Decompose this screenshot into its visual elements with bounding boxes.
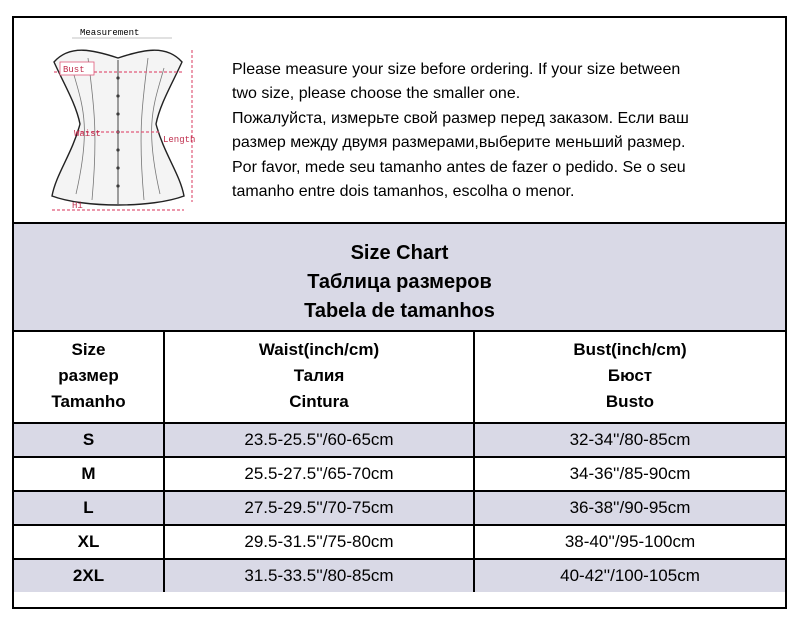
title-en: Size Chart	[350, 242, 449, 264]
title-ru: Таблица размеров	[307, 271, 492, 293]
ordering-instructions	[232, 58, 772, 204]
table-row	[14, 491, 785, 525]
bust-label: Bust	[63, 65, 85, 75]
size-table	[14, 330, 785, 592]
table-row	[14, 525, 785, 559]
instruction-line: Please measure your size before ordering. If your size between	[232, 61, 681, 78]
waist-cell: 25.5-27.5''/65-70cm	[164, 457, 474, 491]
header-waist: Waist(inch/cm) Талия Cintura	[164, 330, 474, 423]
size-chart-title	[14, 224, 785, 332]
bust-cell: 38-40''/95-100cm	[474, 525, 785, 559]
size-cell: 2XL	[14, 559, 164, 592]
table-row	[14, 457, 785, 491]
header-size: Size размер Tamanho	[14, 330, 164, 423]
bust-cell: 40-42''/100-105cm	[474, 559, 785, 592]
bust-cell: 32-34''/80-85cm	[474, 423, 785, 457]
size-chart-frame	[12, 16, 787, 609]
instruction-line: two size, please choose the smaller one.	[232, 85, 521, 103]
size-cell: M	[14, 457, 164, 491]
illustration-heading: Measurement	[80, 28, 140, 38]
waist-cell: 23.5-25.5''/60-65cm	[164, 423, 474, 457]
instruction-line: Por favor, mede seu tamanho antes de fazer o pedido. Se o seu	[232, 158, 686, 176]
top-section	[14, 18, 785, 224]
table-row	[14, 423, 785, 457]
size-cell: XL	[14, 525, 164, 559]
size-cell: S	[14, 423, 164, 457]
instruction-line: Пожалуйста, измерьте свой размер перед заказом. Если ваш	[232, 109, 689, 127]
hip-label: Hi	[72, 201, 83, 211]
table-header-row	[14, 330, 785, 423]
waist-cell: 29.5-31.5''/75-80cm	[164, 525, 474, 559]
bust-cell: 34-36''/85-90cm	[474, 457, 785, 491]
waist-label: Waist	[74, 129, 102, 139]
instruction-line: tamanho entre dois tamanhos, escolha o menor.	[232, 183, 575, 201]
title-pt: Tabela de tamanhos	[304, 300, 495, 322]
table-row	[14, 559, 785, 592]
bust-cell: 36-38''/90-95cm	[474, 491, 785, 525]
length-label: Length	[163, 135, 196, 145]
corset-measurement-illustration	[32, 24, 210, 218]
size-cell: L	[14, 491, 164, 525]
instruction-line: размер между двумя размерами,выберите меньший размер.	[232, 134, 686, 152]
waist-cell: 27.5-29.5''/70-75cm	[164, 491, 474, 525]
waist-cell: 31.5-33.5''/80-85cm	[164, 559, 474, 592]
header-bust: Bust(inch/cm) Бюст Busto	[474, 330, 785, 423]
